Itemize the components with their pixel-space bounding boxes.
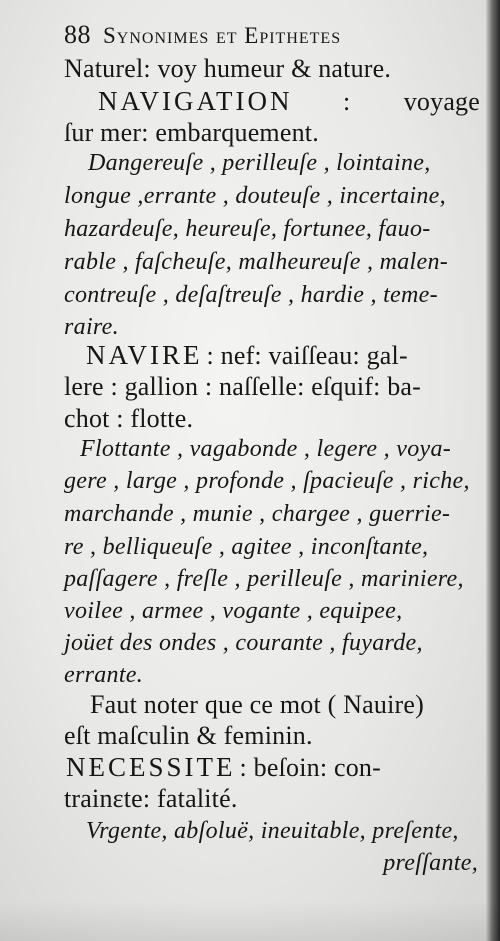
epithet-line: voilee , armee , vogante , equipee, xyxy=(64,598,403,624)
epithet-line: longue ,errante , douteuſe , incertaine, xyxy=(64,183,446,209)
epithet-line: Flottante , vagabonde , legere , voya- xyxy=(80,436,452,462)
epithet-line: marchande , munie , chargee , guerrie- xyxy=(64,501,451,527)
text-line: lere : gallion : naſſelle: eſquif: ba- xyxy=(64,372,422,401)
headword-navigation-synonyms: : voyage xyxy=(343,87,480,116)
headword-navigation: NAVIGATION xyxy=(98,86,293,116)
epithet-line: joüet des ondes , courante , fuyarde, xyxy=(64,630,423,656)
headword-navire: NAVIRE xyxy=(86,340,203,370)
entry-necessite-head xyxy=(66,752,381,783)
epithet-line: paſſagere , freſle , perilleuſe , mariniere, xyxy=(64,566,464,592)
epithet-line: contreuſe , deſaſtreuſe , hardie , teme- xyxy=(64,282,438,308)
text-line: ſur mer: embarquement. xyxy=(64,118,319,147)
epithet-line: rable , faſcheuſe, malheureuſe , malen- xyxy=(64,249,449,275)
headword-necessite: NECESSITE xyxy=(66,752,236,782)
epithet-line: re , belliqueuſe , agitee , inconſtante, xyxy=(64,534,429,560)
note-line: eſt maſculin & feminin. xyxy=(64,721,313,750)
epithet-line: gere , large , profonde , ſpacieuſe , riche, xyxy=(64,468,470,494)
epithet-line: errante. xyxy=(64,662,144,688)
entry-navigation-head xyxy=(98,86,480,117)
page-gutter-shadow xyxy=(486,0,500,941)
note-line: Faut noter que ce mot ( Nauire) xyxy=(90,690,424,719)
text-line: trainɛte: fatalité. xyxy=(64,784,238,813)
running-header xyxy=(64,20,341,50)
page-bottom-shade xyxy=(0,901,500,941)
epithet-line: raire. xyxy=(64,314,119,340)
epithet-line: preſſante, xyxy=(383,850,478,876)
entry-naturel: Naturel: voy humeur & nature. xyxy=(64,54,392,83)
running-title: Synonimes et Epithetes xyxy=(103,23,342,48)
headword-necessite-synonyms: : beſoin: con- xyxy=(239,753,381,782)
page-number: 88 xyxy=(64,20,91,49)
epithet-line: hazardeuſe, heureuſe, fortunee, fauo- xyxy=(64,216,431,242)
epithet-line: Dangereuſe , perilleuſe , lointaine, xyxy=(88,150,431,176)
entry-navire-head xyxy=(86,340,408,371)
headword-navire-synonyms: : nef: vaiſſeau: gal- xyxy=(206,341,408,370)
epithet-line: Vrgente, abſoluë, ineuitable, preſente, xyxy=(86,818,459,844)
text-line: chot : flotte. xyxy=(64,404,194,433)
